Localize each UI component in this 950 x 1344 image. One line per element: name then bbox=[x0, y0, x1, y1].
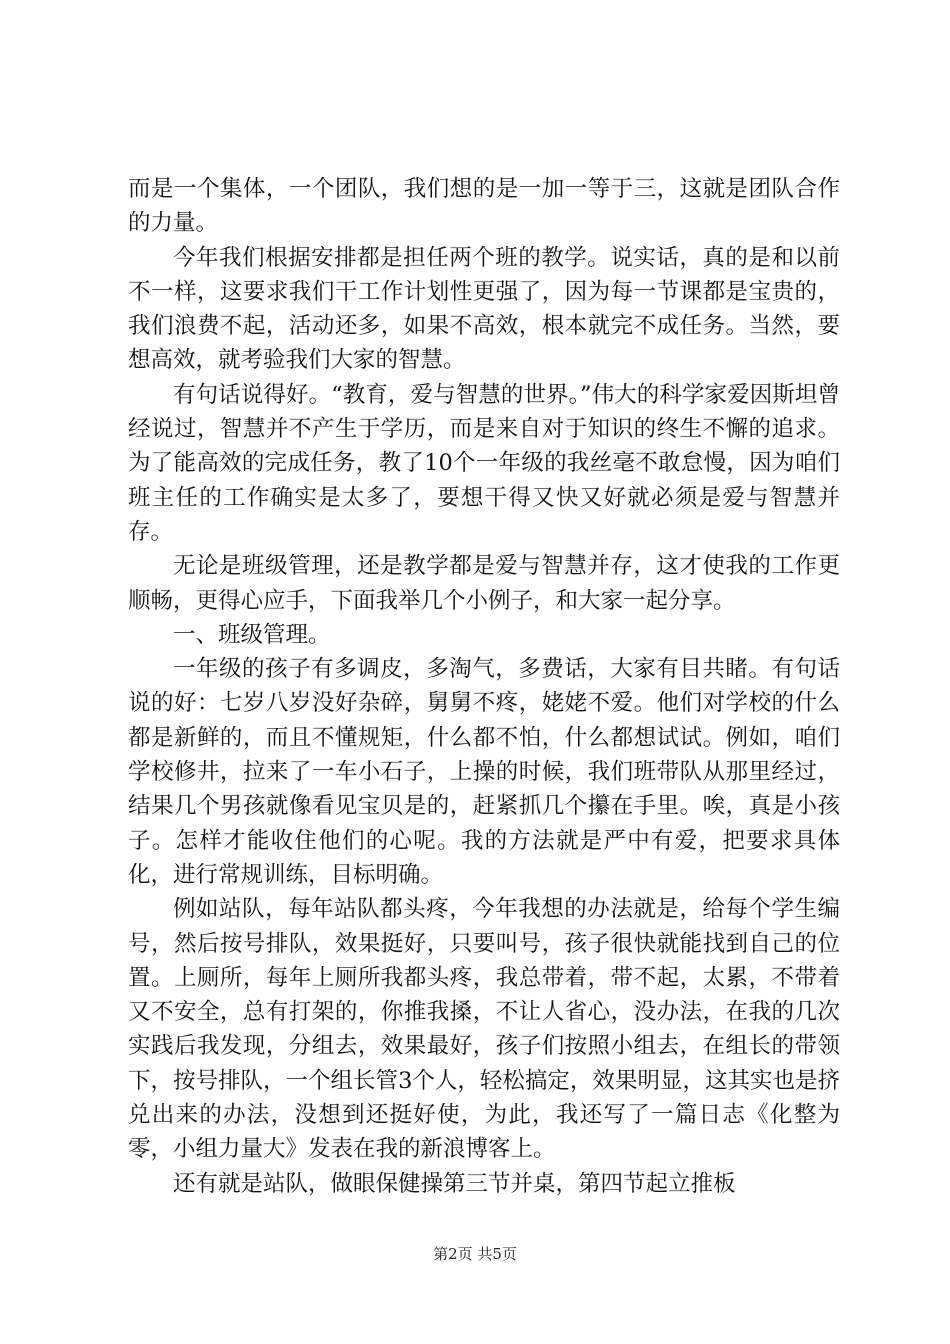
paragraph-8: 还有就是站队，做眼保健操第三节并桌，第四节起立推板 bbox=[173, 1170, 736, 1197]
paragraph-3: 有句话说得好。“教育，爱与智慧的世界。”伟大的科学家爱因斯坦曾经说过，智慧并不产生于学历，而是来自对于知识的终生不懈的追求。为了能高效的完成任务，教了10个一年级的我丝毫不敢怠慢，因为咱们班主任的工作确实是太多了，要想干得又快又好就必须是爱与智慧并存。 bbox=[128, 381, 840, 545]
section-heading: 一、班级管理。 bbox=[173, 621, 331, 648]
page-number-footer: 第2页 共5页 bbox=[433, 1245, 517, 1263]
paragraph-7: 例如站队，每年站队都头疼，今年我想的办法就是，给每个学生编号，然后按号排队，效果挺好，只要叫号，孩子很快就能找到自己的位置。上厕所，每年上厕所我都头疼，我总带着，带不起，太累，不带着又不安全，总有打架的，你推我搡，不让人省心，没办法，在我的几次实践后我发现，分组去，效果最好，孩子们按照小组去，在组长的带领下，按号排队，一个组长管3个人，轻松搞定，效果明显，这其实也是挤兑出来的办法，没想到还挺好使，为此，我还写了一篇日志《化整为零，小组力量大》发表在我的新浪博客上。 bbox=[128, 896, 840, 1163]
document-body bbox=[128, 172, 840, 1201]
paragraph-2: 今年我们根据安排都是担任两个班的教学。说实话，真的是和以前不一样，这要求我们干工作计划性更强了，因为每一节课都是宝贵的，我们浪费不起，活动还多，如果不高效，根本就完不成任务。当然，要想高效，就考验我们大家的智慧。 bbox=[128, 244, 840, 374]
paragraph-1: 而是一个集体，一个团队，我们想的是一加一等于三，这就是团队合作的力量。 bbox=[128, 176, 840, 237]
paragraph-6: 一年级的孩子有多调皮，多淘气，多费话，大家有目共睹。有句话说的好：七岁八岁没好杂碎，舅舅不疼，姥姥不爱。他们对学校的什么都是新鲜的，而且不懂规矩，什么都不怕，什么都想试试。例如，咱们学校修井，拉来了一车小石子，上操的时候，我们班带队从那里经过，结果几个男孩就像看见宝贝是的，赶紧抓几个攥在手里。唉，真是小孩子。怎样才能收住他们的心呢。我的方法就是严中有爱，把要求具体化，进行常规训练，目标明确。 bbox=[128, 656, 840, 888]
paragraph-4: 无论是班级管理，还是教学都是爱与智慧并存，这才使我的工作更顺畅，更得心应手，下面我举几个小例子，和大家一起分享。 bbox=[128, 553, 840, 614]
